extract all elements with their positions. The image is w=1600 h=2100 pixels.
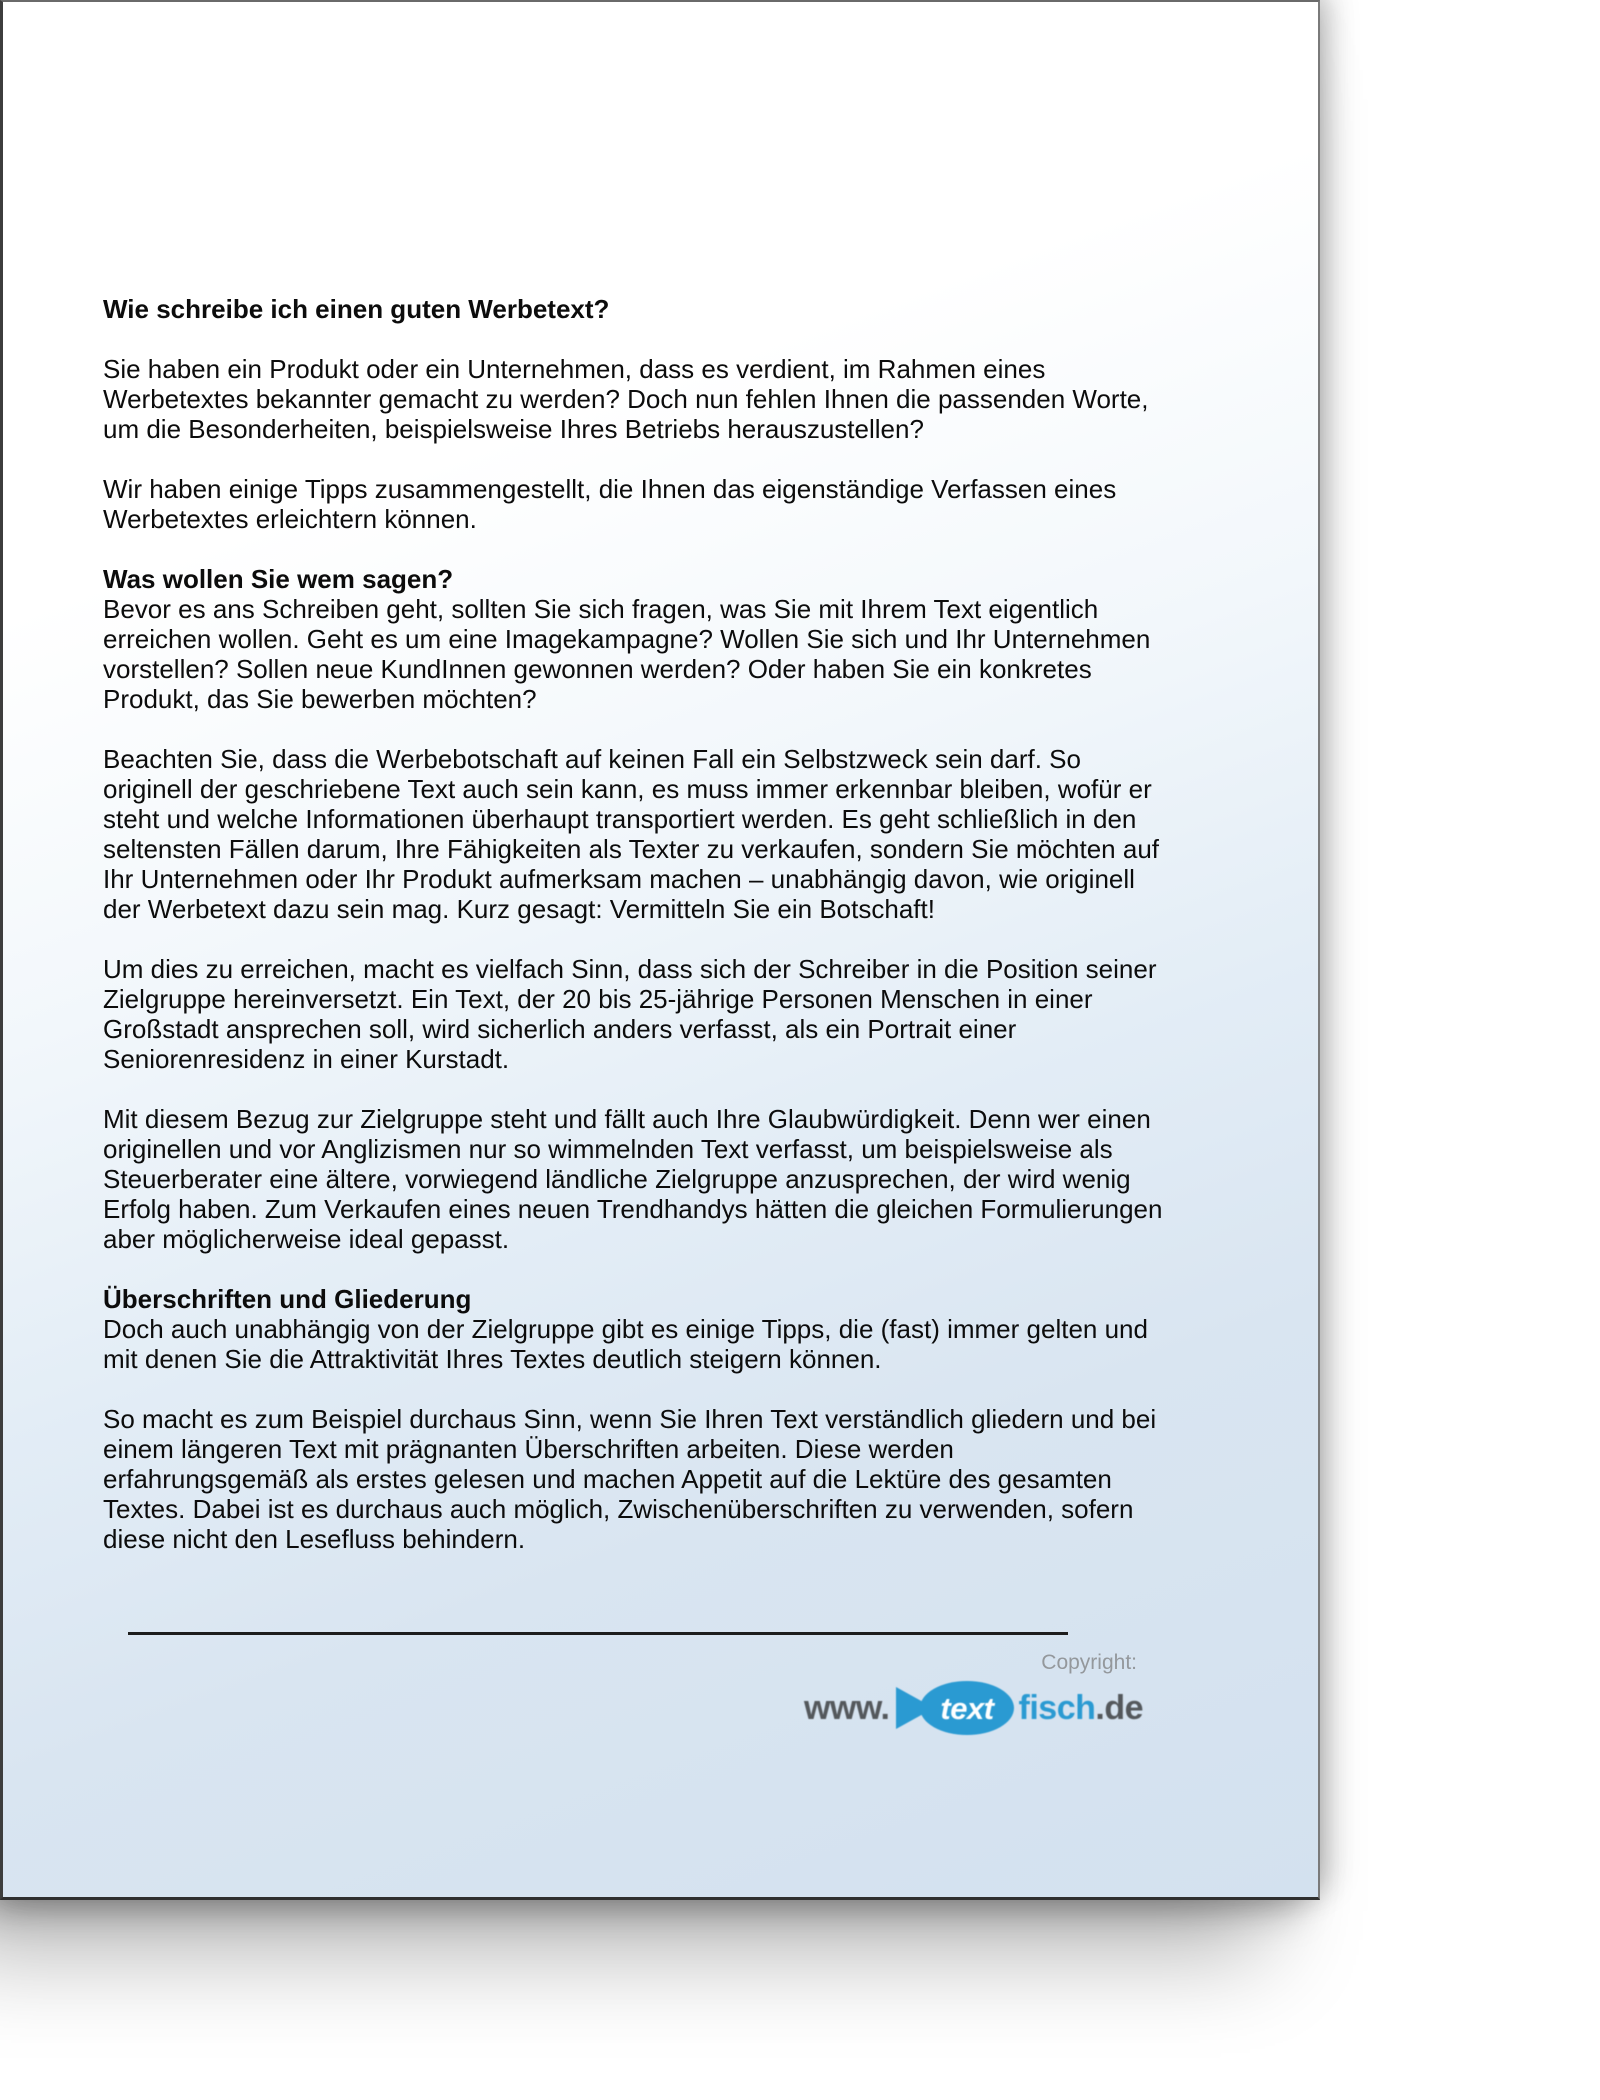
paragraph-intro-2: Wir haben einige Tipps zusammengestellt, die Ihnen das eigenständige Verfassen eines Werbetextes erleichtern können. xyxy=(103,474,1117,534)
paragraph-ziel-4: Mit diesem Bezug zur Zielgruppe steht und fällt auch Ihre Glaubwürdigkeit. Denn wer einen originellen und vor Anglizismen nur so wimmelnden Text verfasst, um beispielsweise als Steuerberater eine ältere, vorwiegend ländliche Zielgruppe anzusprechen, der wird wenig Erfolg haben. Zum Verkaufen eines neuen Trendhandys hätten die gleichen Formulierungen aber möglicherweise ideal gepasst. xyxy=(103,1104,1163,1254)
document-title: Wie schreibe ich einen guten Werbetext? xyxy=(103,294,610,324)
footer-divider xyxy=(128,1632,1068,1635)
section-heading-zielgruppe: Was wollen Sie wem sagen? xyxy=(103,564,454,594)
paragraph-glied-1: Doch auch unabhängig von der Zielgruppe gibt es einige Tipps, die (fast) immer gelten und mit denen Sie die Attraktivität Ihres Textes deutlich steigern können. xyxy=(103,1314,1148,1374)
paragraph-ziel-2: Beachten Sie, dass die Werbebotschaft auf keinen Fall ein Selbstzweck sein darf. So originell der geschriebene Text auch sein kann, es muss immer erkennbar bleiben, wofür er steht und welche Informationen überhaupt transportiert werden. Es geht schließlich in den seltensten Fällen darum, Ihre Fähigkeiten als Texter zu verkaufen, sondern Sie möchten auf Ihr Unternehmen oder Ihr Produkt aufmerksam machen – unabhängig davon, wie originell der Werbetext dazu sein mag. Kurz gesagt: Vermitteln Sie ein Botschaft! xyxy=(103,744,1159,924)
document-footer xyxy=(128,1632,1143,1737)
footer-meta xyxy=(128,1651,1143,1737)
logo-fisch-text: fisch xyxy=(1018,1688,1096,1727)
logo-fish-word: text xyxy=(939,1691,994,1726)
logo-tld-text: .de xyxy=(1095,1688,1143,1727)
paragraph-glied-2: So macht es zum Beispiel durchaus Sinn, wenn Sie Ihren Text verständlich gliedern und bei einem längeren Text mit prägnanten Überschriften arbeiten. Diese werden erfahrungsgemäß als erstes gelesen und machen Appetit auf die Lektüre des gesamten Textes. Dabei ist es durchaus auch möglich, Zwischenüberschriften zu verwenden, sofern diese nicht den Lesefluss behindern. xyxy=(103,1404,1157,1554)
textfisch-logo xyxy=(804,1679,1143,1737)
fish-icon xyxy=(894,1679,1016,1737)
copyright-label: Copyright: xyxy=(1041,1651,1137,1674)
logo-www-text: www. xyxy=(803,1688,890,1727)
paragraph-intro-1: Sie haben ein Produkt oder ein Unternehmen, dass es verdient, im Rahmen eines Werbetextes bekannter gemacht zu werden? Doch nun fehlen Ihnen die passenden Worte, um die Besonderheiten, beispielsweise Ihres Betriebs herauszustellen? xyxy=(103,354,1149,444)
paragraph-ziel-1: Bevor es ans Schreiben geht, sollten Sie sich fragen, was Sie mit Ihrem Text eigentlich erreichen wollen. Geht es um eine Imagekampagne? Wollen Sie sich und Ihr Unternehmen vorstellen? Sollen neue KundInnen gewonnen werden? Oder haben Sie ein konkretes Produkt, das Sie bewerben möchten? xyxy=(103,594,1151,714)
paragraph-ziel-3: Um dies zu erreichen, macht es vielfach Sinn, dass sich der Schreiber in die Position seiner Zielgruppe hereinversetzt. Ein Text, der 20 bis 25-jährige Personen Menschen in einer Großstadt ansprechen soll, wird sicherlich anders verfasst, als ein Portrait einer Seniorenresidenz in einer Kurstadt. xyxy=(103,954,1157,1074)
section-heading-ueberschriften: Überschriften und Gliederung xyxy=(103,1284,472,1314)
document-content xyxy=(103,294,1163,1554)
